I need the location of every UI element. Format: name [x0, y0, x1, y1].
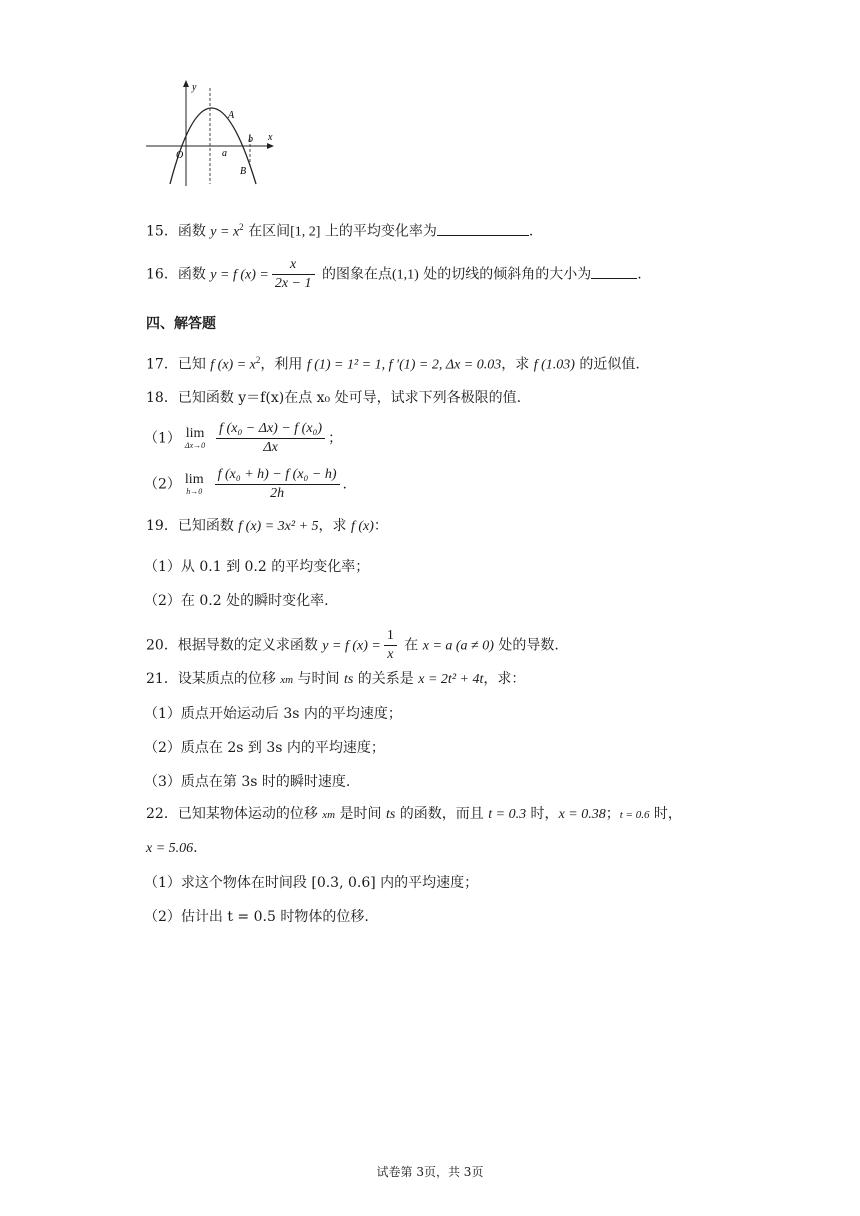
q18-p1-limit	[185, 427, 205, 450]
q15-text-2: 在区间	[243, 223, 291, 240]
q19-number: 19．	[146, 518, 178, 534]
q22-xm: xm	[322, 809, 336, 821]
q15-interval: [1, 2]	[290, 224, 321, 240]
q16-numerator: x	[272, 256, 315, 275]
q21-ts: ts	[344, 672, 354, 687]
q16-answer-blank[interactable]	[591, 264, 637, 279]
q21-text-2: 与时间	[293, 671, 345, 687]
q22-cond-4: x = 5.06	[146, 841, 194, 856]
q18-text: 已知函数 y＝f(x)在点 x₀ 处可导，试求下列各极限的值.	[177, 390, 522, 406]
q22-cond-1: t = 0.3	[488, 807, 527, 822]
q21-part-1: （1）质点开始运动后 3s 内的平均速度；	[144, 706, 402, 722]
q18-number: 18．	[146, 390, 178, 406]
q21-xm: xm	[280, 674, 294, 686]
q21-part-2: （2）质点在 2s 到 3s 内的平均速度；	[144, 740, 385, 756]
q18-p1-end: ；	[328, 430, 343, 447]
q20-numerator: 1	[384, 627, 397, 646]
q20-text-3: 处的导数.	[493, 637, 559, 654]
q20-number: 20．	[146, 637, 178, 654]
q16-fraction	[272, 256, 315, 293]
q17-exp: 2	[255, 355, 261, 365]
q18-part-2	[144, 466, 347, 503]
section-4-heading: 四、解答题	[146, 316, 216, 332]
q19-part-2: （2）在 0.2 处的瞬时变化率.	[144, 593, 329, 609]
q16-text-1: 函数	[177, 266, 211, 283]
q18-p2-fraction	[215, 466, 340, 503]
q15-end: .	[528, 223, 534, 240]
page-footer: 试卷第 3页，共 3页	[376, 1165, 484, 1179]
q19-text-3: ：	[373, 518, 388, 534]
q17-func: f (x) = x	[210, 357, 256, 373]
q15-func: y = x	[210, 224, 240, 240]
q22-text-2: 是时间	[335, 806, 387, 822]
q18-p1-lim-word: lim	[185, 426, 205, 441]
question-22	[146, 803, 682, 826]
q15-exp: 2	[239, 222, 244, 232]
question-20	[146, 627, 559, 664]
q22-number: 22．	[146, 806, 178, 822]
q18-p2-lim-sub: h→0	[186, 487, 203, 496]
q17-target: f (1.03)	[533, 357, 575, 373]
q22-part-2: （2）估计出 t = 0.5 时物体的位移.	[144, 909, 369, 925]
origin-label: O	[176, 150, 184, 161]
q17-text-3: ，求	[501, 356, 534, 373]
point-b-label: B	[240, 166, 247, 177]
q16-text-3: 处的切线的倾斜角的大小为	[418, 266, 592, 283]
q20-fraction	[384, 627, 397, 664]
question-21	[146, 668, 525, 691]
q18-p2-denominator: 2h	[270, 486, 285, 501]
q21-text-1: 设某质点的位移	[177, 671, 281, 687]
q16-func: y = f (x) =	[210, 267, 269, 283]
q15-text-3: 上的平均变化率为	[320, 223, 437, 240]
q22-text-7: .	[193, 840, 198, 856]
q17-text-4: 的近似值.	[574, 356, 640, 373]
q20-denominator: x	[387, 647, 394, 662]
q22-cond-2: x = 0.38	[558, 807, 606, 822]
q19-part-1: （1）从 0.1 到 0.2 的平均变化率；	[144, 559, 370, 575]
q17-text-1: 已知	[177, 356, 211, 373]
q17-given: f (1) = 1² = 1, f ′(1) = 2, Δx = 0.03	[306, 357, 502, 373]
q19-target: f (x)	[350, 519, 374, 534]
q18-p2-label: （2）	[144, 476, 181, 493]
q17-text-2: ，利用	[260, 356, 307, 373]
q17-number: 17．	[146, 356, 178, 373]
q18-p1-label: （1）	[144, 430, 181, 447]
y-axis-label: y	[192, 82, 197, 93]
q18-p2-limit	[185, 473, 204, 496]
q20-text-2: 在	[399, 637, 423, 654]
q22-text-3: 的函数，而且	[395, 806, 489, 822]
q21-text-4: ，求：	[483, 671, 526, 687]
q22-text-4: 时，	[526, 806, 559, 822]
question-19	[146, 515, 388, 538]
q21-relation: x = 2t² + 4t	[418, 672, 484, 687]
q19-text-2: ，求	[318, 518, 351, 534]
q21-number: 21．	[146, 671, 178, 687]
a-tick-label: a	[222, 148, 227, 159]
q18-p2-lim-word: lim	[184, 472, 204, 487]
q21-part-3: （3）质点在第 3s 时的瞬时速度.	[144, 774, 351, 790]
q15-answer-blank[interactable]	[437, 221, 529, 236]
x-axis-label: x	[268, 132, 273, 143]
q16-number: 16．	[146, 266, 178, 283]
b-tick-label: b	[248, 134, 253, 145]
q15-text-1: 函数	[177, 223, 211, 240]
q16-end: .	[637, 266, 642, 283]
q18-p1-numerator: f (x₀ − Δx) − f (x₀)	[216, 420, 325, 439]
question-18	[146, 387, 521, 409]
q16-denominator: 2x − 1	[274, 276, 312, 291]
q22-part-1: （1）求这个物体在时间段 [0.3, 0.6] 内的平均速度；	[144, 875, 479, 891]
q22-text-5: ；	[605, 806, 620, 822]
q15-number: 15．	[146, 223, 178, 240]
x-axis-arrow-icon	[267, 143, 274, 149]
q18-p1-lim-sub: Δx→0	[184, 441, 206, 450]
y-axis-arrow-icon	[183, 80, 189, 87]
q21-text-3: 的关系是	[353, 671, 419, 687]
q18-p2-end: .	[342, 476, 347, 493]
q18-p2-numerator: f (x₀ + h) − f (x₀ − h)	[215, 466, 340, 485]
q22-text-6: 时，	[649, 806, 682, 822]
q16-text-2: 的图象在点	[317, 266, 392, 283]
q20-text-1: 根据导数的定义求函数	[177, 637, 323, 654]
q22-line-2	[146, 837, 198, 860]
point-a-label: A	[228, 110, 235, 121]
question-16	[146, 256, 642, 293]
q19-func: f (x) = 3x² + 5	[238, 519, 319, 534]
q20-cond: x = a (a ≠ 0)	[422, 638, 494, 654]
q19-text-1: 已知函数	[177, 518, 239, 534]
question-17	[146, 349, 640, 377]
q22-text-1: 已知某物体运动的位移	[177, 806, 323, 822]
q16-point: (1,1)	[391, 267, 419, 283]
q18-p1-fraction	[216, 420, 325, 457]
parabola-figure	[144, 74, 280, 188]
q18-part-1	[144, 420, 342, 457]
q20-func: y = f (x) =	[322, 638, 381, 654]
q22-cond-3: t = 0.6	[619, 809, 650, 821]
question-15	[146, 216, 533, 244]
q18-p1-denominator: Δx	[263, 440, 278, 455]
q22-ts: ts	[386, 807, 396, 822]
